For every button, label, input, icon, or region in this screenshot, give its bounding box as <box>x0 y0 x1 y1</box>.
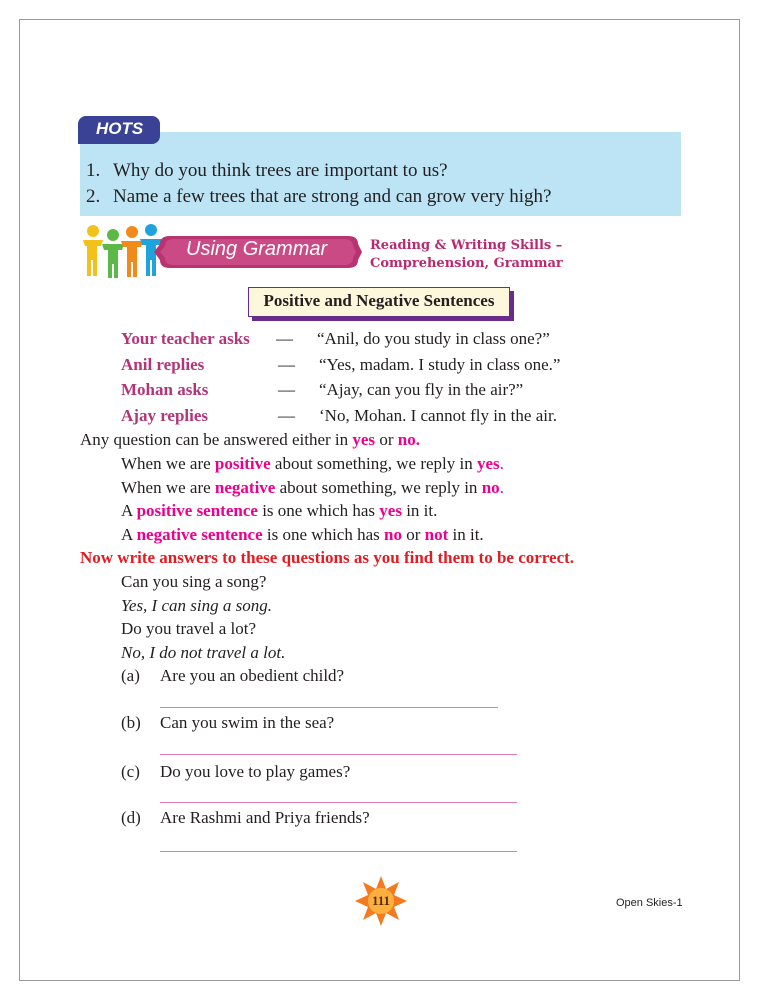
example-question: Do you travel a lot? <box>121 619 257 638</box>
using-grammar-label: Using Grammar <box>186 238 328 260</box>
answer-line[interactable] <box>160 754 517 755</box>
rule-negative <box>121 478 504 498</box>
keyword-no: no. <box>397 430 420 449</box>
rule-text: is one which has <box>262 525 384 544</box>
keyword-no: no <box>384 525 402 544</box>
dialogue-dash: — <box>278 355 295 374</box>
keyword-no: no <box>481 478 500 497</box>
keyword-negative-sentence: negative sentence <box>136 525 263 544</box>
keyword-not: not <box>424 525 449 544</box>
exercise-question: Can you swim in the sea? <box>160 713 335 732</box>
hots-question-2 <box>86 186 551 208</box>
example-answer: No, I do not travel a lot. <box>121 643 286 662</box>
dialogue-quote: ‘No, Mohan. I cannot fly in the air. <box>319 406 557 425</box>
rule-text: . <box>499 478 504 497</box>
exercise-label: (d) <box>121 808 141 827</box>
exercise-instruction: Now write answers to these questions as you find them to be correct. <box>80 548 575 567</box>
hots-label: HOTS <box>96 119 144 138</box>
rule-positive <box>121 454 504 474</box>
rule-positive-sentence <box>121 501 437 521</box>
rule-text: or <box>375 430 398 449</box>
rule-text: in it. <box>401 501 438 520</box>
section-title: Positive and Negative Sentences <box>263 291 495 310</box>
exercise-label: (a) <box>121 666 140 685</box>
rule-text: When we are <box>121 454 215 473</box>
hots-question-1 <box>86 160 448 182</box>
rule-text: about something, we reply in <box>275 478 482 497</box>
skills-line-2: Comprehension, Grammar <box>370 256 563 271</box>
keyword-negative: negative <box>214 478 276 497</box>
keyword-yes: yes <box>379 501 402 520</box>
keyword-positive-sentence: positive sentence <box>136 501 258 520</box>
rule-text: A <box>121 525 137 544</box>
dialogue-quote: “Yes, madam. I study in class one.” <box>319 355 561 374</box>
exercise-question: Do you love to play games? <box>160 762 351 781</box>
dialogue-speaker: Mohan asks <box>121 380 209 399</box>
rule-text: or <box>401 525 425 544</box>
rule-yes-no <box>80 430 420 450</box>
dialogue-dash: — <box>278 406 295 425</box>
dialogue-speaker: Ajay replies <box>121 406 209 425</box>
hots-question-number: 2. <box>86 186 101 207</box>
dialogue-speaker: Anil replies <box>121 355 205 374</box>
dialogue-dash: — <box>278 380 295 399</box>
hots-question-text: Why do you think trees are important to us? <box>113 160 448 181</box>
keyword-positive: positive <box>214 454 271 473</box>
dialogue-dash: — <box>276 329 293 348</box>
skills-line-1: Reading & Writing Skills – <box>370 238 563 253</box>
answer-line[interactable] <box>160 851 517 852</box>
answer-line[interactable] <box>160 707 498 708</box>
keyword-yes: yes <box>476 454 500 473</box>
hots-question-number: 1. <box>86 160 101 181</box>
rule-text: . <box>499 454 504 473</box>
exercise-label: (c) <box>121 762 140 781</box>
exercise-question: Are you an obedient child? <box>160 666 345 685</box>
skills-caption <box>370 237 563 273</box>
rule-text: about something, we reply in <box>270 454 477 473</box>
answer-line[interactable] <box>160 802 517 803</box>
exercise-label: (b) <box>121 713 141 732</box>
dialogue-quote: “Anil, do you study in class one?” <box>317 329 550 348</box>
dialogue-speaker: Your teacher asks <box>121 329 250 348</box>
book-title-footer: Open Skies-1 <box>616 897 683 909</box>
exercise-question: Are Rashmi and Priya friends? <box>160 808 370 827</box>
dialogue-quote: “Ajay, can you fly in the air?” <box>319 380 524 399</box>
rule-negative-sentence <box>121 525 484 545</box>
hots-question-text: Name a few trees that are strong and can grow very high? <box>113 186 552 207</box>
rule-text: Any question can be answered either in <box>80 430 353 449</box>
example-question: Can you sing a song? <box>121 572 267 591</box>
keyword-yes: yes <box>352 430 376 449</box>
rule-text: in it. <box>448 525 484 544</box>
page-number: 111 <box>371 893 391 908</box>
rule-text: When we are <box>121 478 215 497</box>
rule-text: A <box>121 501 137 520</box>
rule-text: is one which has <box>257 501 380 520</box>
example-answer: Yes, I can sing a song. <box>121 596 272 615</box>
